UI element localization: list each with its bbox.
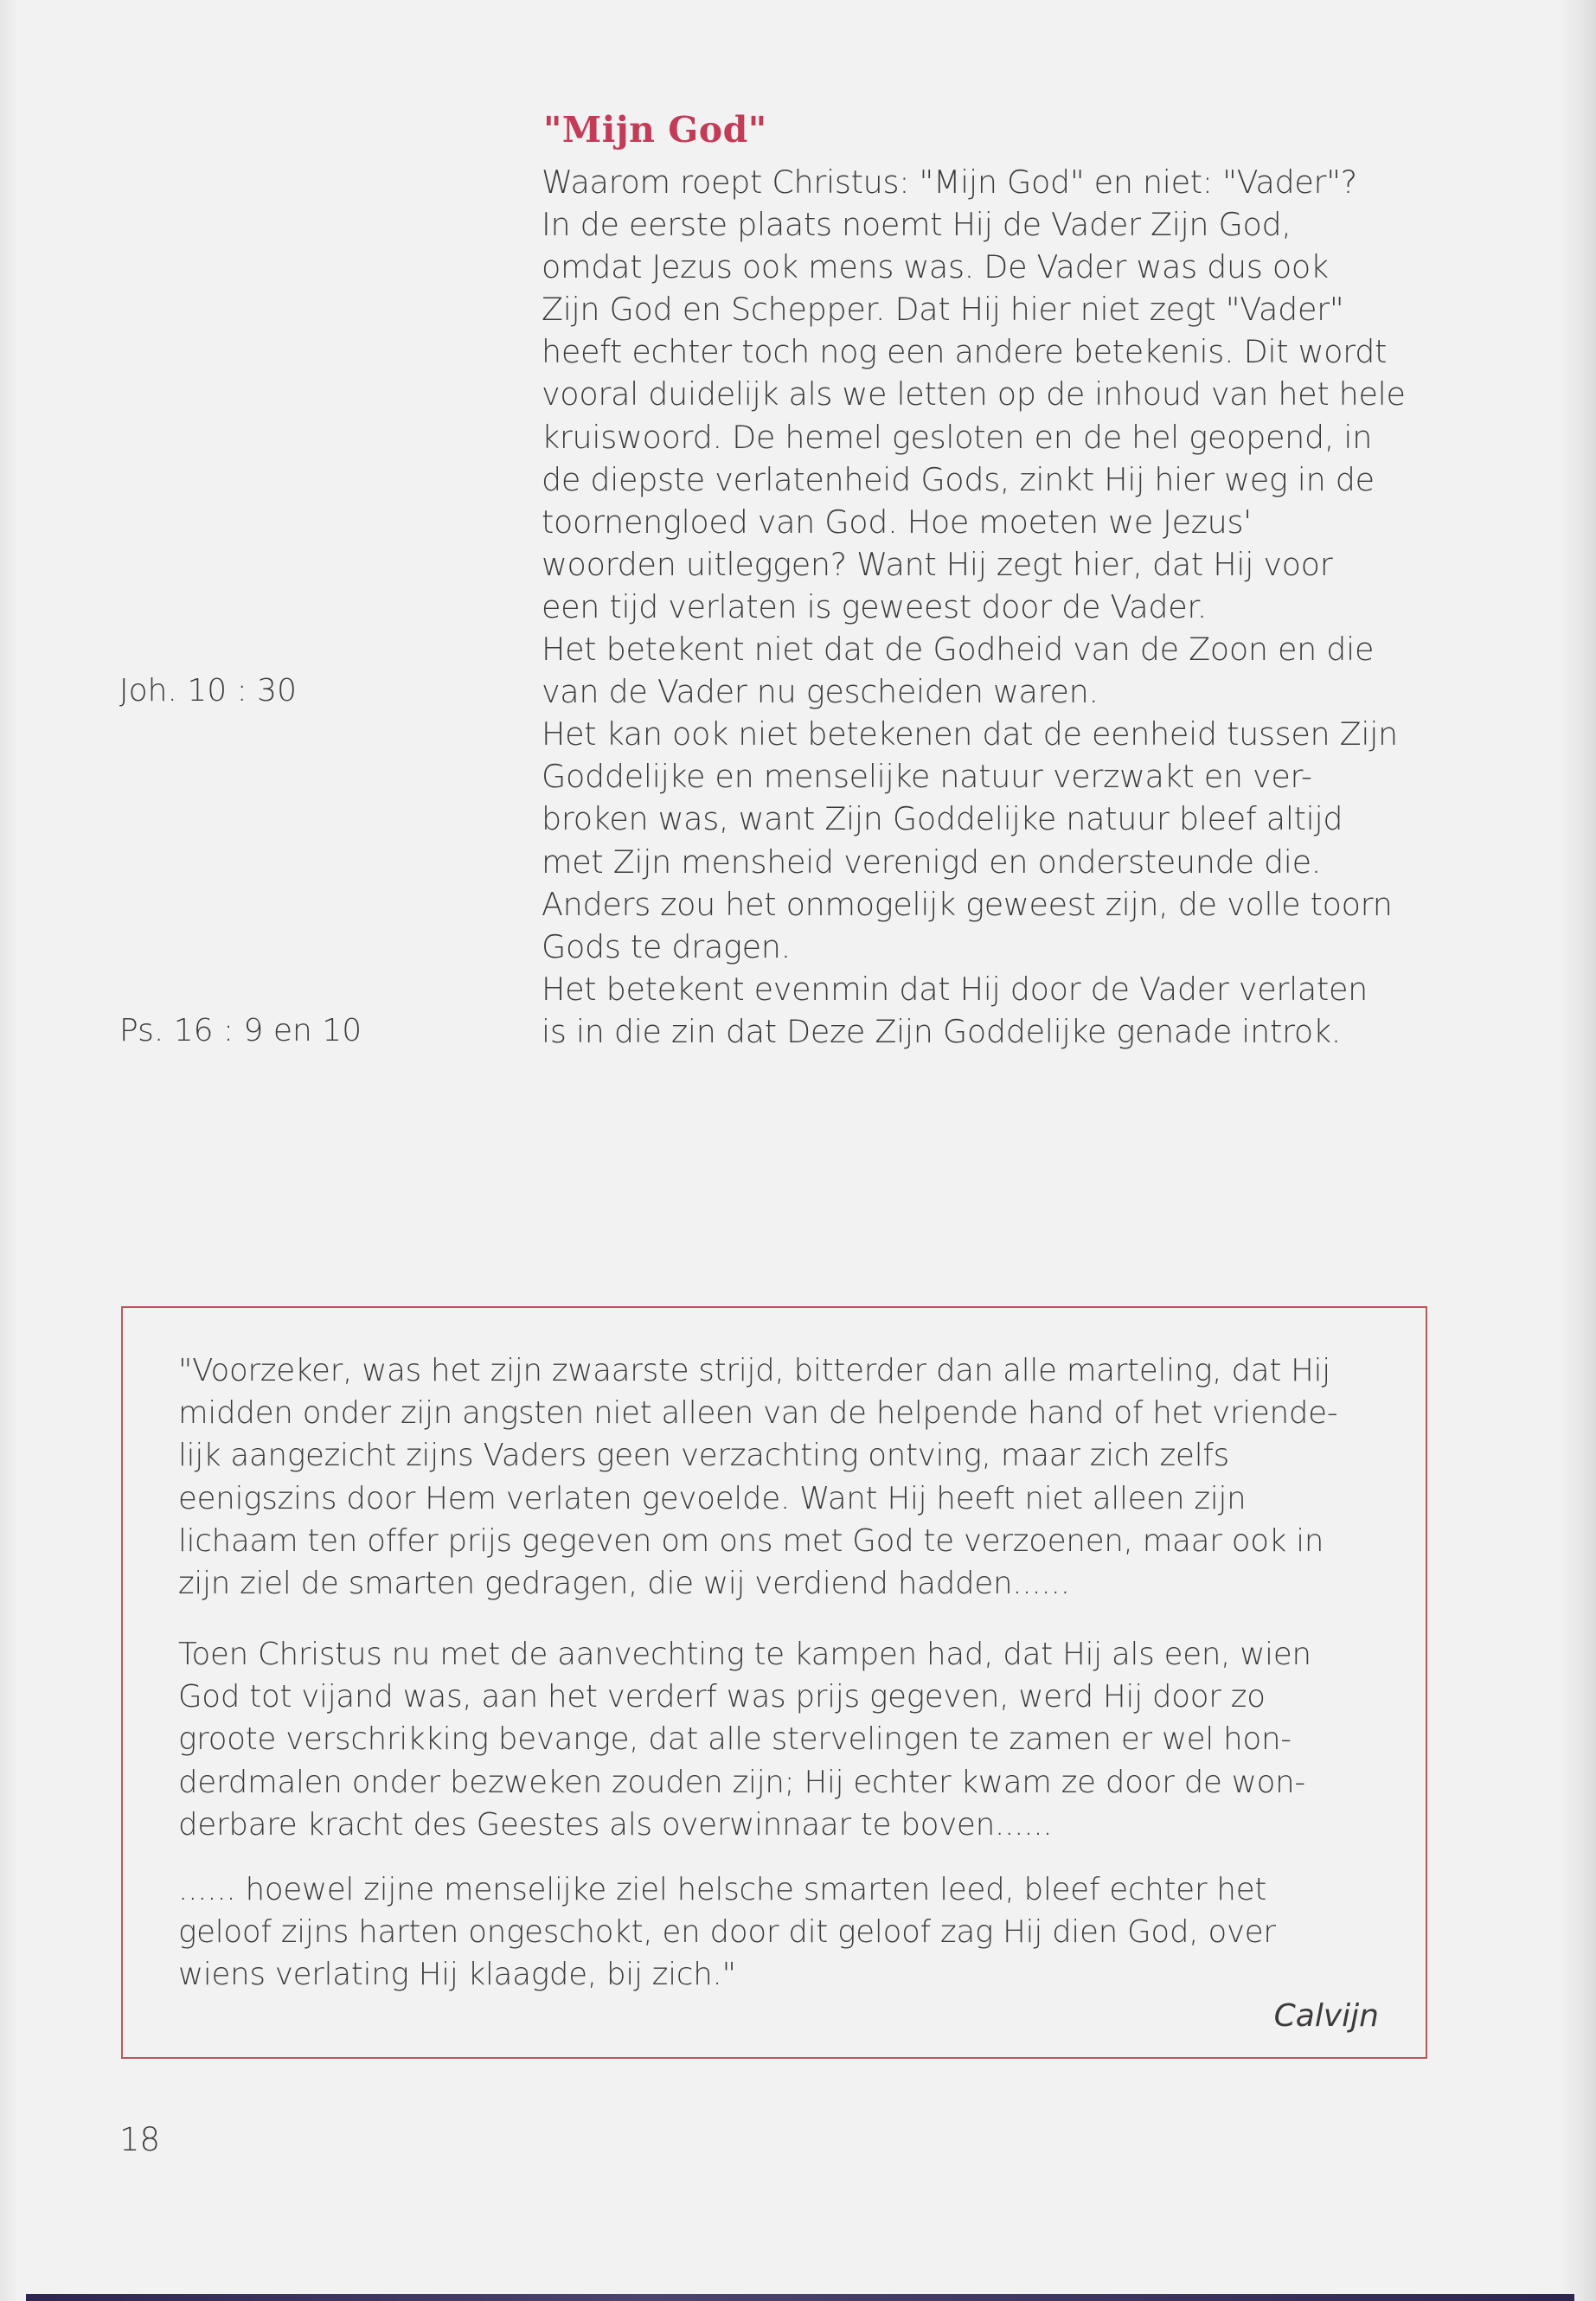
section-heading: "Mijn God"	[543, 109, 767, 151]
body-line: omdat Jezus ook mens was. De Vader was dus ook	[542, 248, 1329, 286]
body-text	[542, 161, 1458, 1053]
body-line: Gods te dragen.	[542, 927, 791, 965]
quote-line: zijn ziel de smarten gedragen, die wij verdiend hadden......	[178, 1566, 1070, 1602]
quote-line: God tot vijand was, aan het verderf was prijs gegeven, werd Hij door zo	[178, 1679, 1266, 1715]
calvin-quote-box	[121, 1306, 1427, 2059]
body-line: In de eerste plaats noemt Hij de Vader Zijn God,	[542, 206, 1292, 244]
quote-line: geloof zijns harten ongeschokt, en door dit geloof zag Hij dien God, over	[178, 1914, 1276, 1951]
margin-reference-psalm: Ps. 16 : 9 en 10	[119, 1013, 362, 1048]
quote-attribution: Calvijn	[1273, 1998, 1379, 2034]
quote-line: lichaam ten offer prijs gegeven om ons met God te verzoenen, maar ook in	[178, 1522, 1324, 1559]
quote-line: ...... hoewel zijne menselijke ziel helsche smarten leed, bleef echter het	[178, 1872, 1267, 1907]
body-line: van de Vader nu gescheiden waren.	[542, 673, 1099, 711]
quote-line: groote verschrikking bevange, dat alle stervelingen te zamen er wel hon-	[178, 1721, 1292, 1758]
quote-line: eenigszins door Hem verlaten gevoelde. Want Hij heeft niet alleen zijn	[178, 1480, 1247, 1516]
quote-line: derdmalen onder bezweken zouden zijn; Hij echter kwam ze door de won-	[178, 1764, 1306, 1800]
page-number: 18	[119, 2121, 161, 2158]
body-line: Goddelijke en menselijke natuur verzwakt en ver-	[542, 758, 1312, 796]
body-line: Het betekent niet dat de Godheid van de Zoon en die	[542, 631, 1375, 669]
quote-line: wiens verlating Hij klaagde, bij zich."	[178, 1957, 736, 1993]
body-line: kruiswoord. De hemel gesloten en de hel geopend, in	[542, 418, 1373, 456]
body-line: Zijn God en Schepper. Dat Hij hier niet zegt "Vader"	[542, 291, 1344, 329]
body-line: broken was, want Zijn Goddelijke natuur bleef altijd	[542, 800, 1343, 838]
quote-line: "Voorzeker, was het zijn zwaarste strijd, bitterder dan alle marteling, dat Hij	[178, 1353, 1330, 1388]
body-line: Anders zou het onmogelijk geweest zijn, de volle toorn	[542, 885, 1393, 923]
quote-paragraph-3	[178, 1868, 1407, 1997]
quote-line: derbare kracht des Geestes als overwinnaar te boven......	[178, 1806, 1053, 1843]
body-line: vooral duidelijk als we letten op de inhoud van het hele	[542, 375, 1406, 413]
quote-paragraph-1	[178, 1349, 1407, 1605]
margin-reference-john: Joh. 10 : 30	[119, 673, 297, 708]
body-line: Het kan ook niet betekenen dat de eenheid tussen Zijn	[542, 715, 1398, 753]
quote-line: midden onder zijn angsten niet alleen van de helpende hand of het vriende-	[178, 1395, 1338, 1432]
body-line: heeft echter toch nog een andere betekenis. Dit wordt	[542, 333, 1388, 371]
body-line: met Zijn mensheid verenigd en ondersteunde die.	[542, 843, 1322, 881]
body-line: is in die zin dat Deze Zijn Goddelijke genade introk.	[542, 1012, 1342, 1050]
body-line: toornengloed van God. Hoe moeten we Jezus'	[542, 503, 1252, 541]
quote-paragraph-2	[178, 1633, 1407, 1846]
body-line: woorden uitleggen? Want Hij zegt hier, dat Hij voor	[542, 545, 1333, 583]
body-line: Waarom roept Christus: "Mijn God" en niet: "Vader"?	[542, 163, 1357, 201]
quote-line: lijk aangezicht zijns Vaders geen verzachting ontving, maar zich zelfs	[178, 1438, 1229, 1474]
body-line: Het betekent evenmin dat Hij door de Vader verlaten	[542, 970, 1368, 1008]
quote-line: Toen Christus nu met de aanvechting te kampen had, dat Hij als een, wien	[178, 1637, 1311, 1672]
scan-edge-strip	[26, 2294, 1574, 2301]
body-line: een tijd verlaten is geweest door de Vader.	[542, 587, 1208, 625]
body-line: de diepste verlatenheid Gods, zinkt Hij hier weg in de	[542, 460, 1375, 498]
